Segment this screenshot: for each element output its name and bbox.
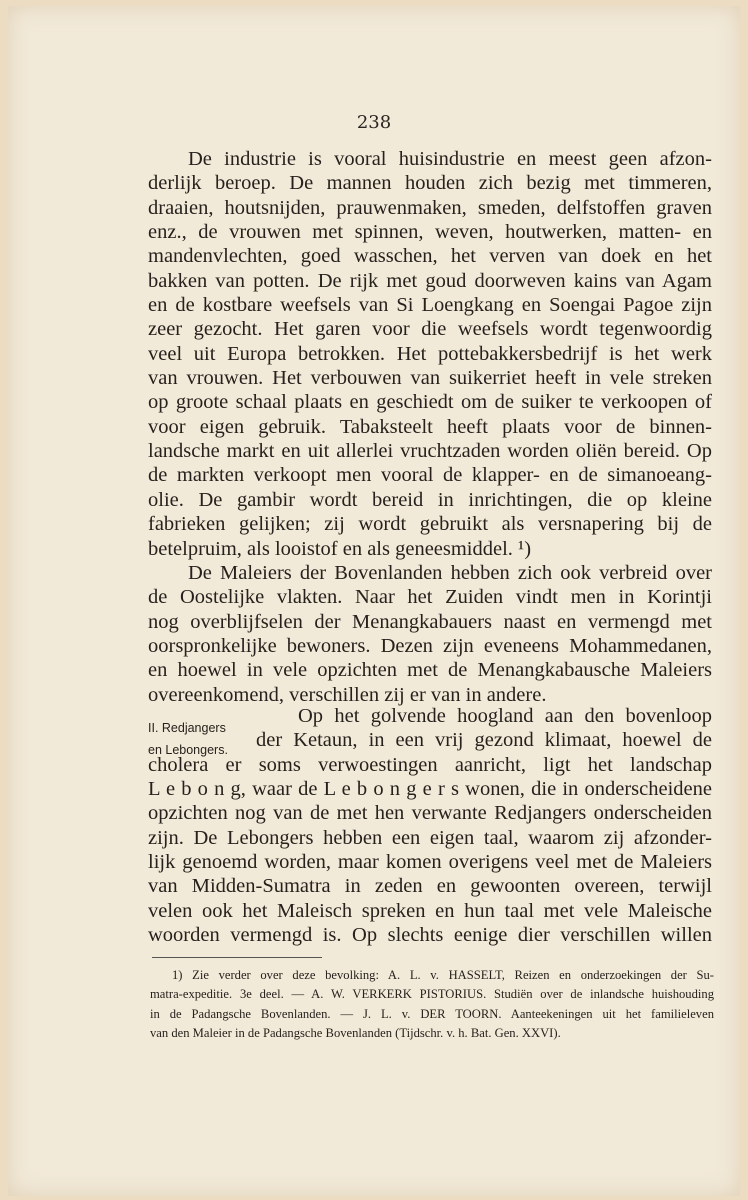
footnote-line: in de Padangsche Bovenlanden. — J. L. v. DER TOORN. Aanteekeningen uit het familieleven [150, 1006, 714, 1021]
text-line: voor eigen gebruik. Tabaksteelt heeft plaats voor de binnen- [148, 415, 712, 438]
text-line: veel uit Europa betrokken. Het pottebakkersbedrijf is het werk [148, 342, 712, 365]
text-line: de markten verkoopt men vooral de klapper- en de simanoeang- [148, 464, 712, 487]
text-line: mandenvlechten, goed wasschen, het verven van doek en het [148, 245, 712, 268]
text-line: betelpruim, als looistof en als geneesmiddel. ¹) [148, 537, 532, 560]
text-line: velen ook het Maleisch spreken en hun taal met vele Maleische [148, 899, 712, 922]
text-line: bakken van potten. De rijk met goud doorweven kains van Agam [148, 269, 712, 292]
margin-note-line: en Lebongers. [148, 743, 228, 757]
footnote-line: 1) Zie verder over deze bevolking: A. L. v. HASSELT, Reizen en onderzoekingen der Su- [172, 968, 714, 982]
text-line: oorspronkelijke bewoners. Dezen zijn eveneens Mohammedanen, [148, 634, 712, 657]
footnote-divider [152, 957, 322, 958]
text-line: fabrieken gelijken; zij wordt gebruikt als versnapering bij de [148, 513, 712, 536]
margin-note-line: II. Redjangers [148, 721, 226, 735]
text-line: en de kostbare weefsels van Si Loengkang en Soengai Pagoe zijn [148, 294, 712, 317]
text-line: der Ketaun, in een vrij gezond klimaat, hoewel de [256, 729, 712, 752]
section-text [148, 704, 712, 947]
footnote-line: matra-expeditie. 3e deel. — A. W. VERKERK PISTORIUS. Studiën over de inlandsche huishouding [150, 987, 714, 1002]
text-line: zijn. De Lebongers hebben een eigen taal, waarom zij afzonder- [148, 826, 712, 849]
text-line: Op het golvende hoogland aan den bovenloop [298, 705, 712, 727]
text-line: en hoewel in vele opzichten met de Menangkabausche Maleiers [148, 659, 712, 682]
text-line: landsche markt en uit allerlei vruchtzaden worden oliën bereid. Op [148, 440, 712, 463]
text-line: draaien, houtsnijden, prauwenmaken, smeden, delfstoffen graven [148, 196, 712, 219]
text-line: overeenkomend, verschillen zij er van in andere. [148, 683, 547, 706]
text-line: cholera er soms verwoestingen aanricht, ligt het landschap [148, 753, 712, 776]
text-line: lijk genoemd worden, maar komen overigens veel met de Maleiers [148, 851, 712, 874]
text-line: enz., de vrouwen met spinnen, weven, houtwerken, matten- en [148, 221, 712, 244]
text-line: De Maleiers der Bovenlanden hebben zich ook verbreid over [188, 561, 712, 584]
footnotes [150, 966, 714, 1044]
main-text [148, 147, 712, 707]
text-line: woorden vermengd is. Op slechts eenige dier verschillen willen [148, 924, 712, 947]
text-line: De industrie is vooral huisindustrie en meest geen afzon- [188, 148, 712, 170]
text-line: derlijk beroep. De mannen houden zich bezig met timmeren, [148, 172, 712, 195]
text-line: olie. De gambir wordt bereid in inrichtingen, die op kleine [148, 488, 712, 511]
text-line: L e b o n g, waar de L e b o n g e r s wonen, die in onderscheidene [148, 778, 712, 801]
text-line: van vrouwen. Het verbouwen van suikerriet heeft in vele streken [148, 367, 712, 390]
text-line: op groote schaal plaats en geschiedt om de suiker te verkoopen of [148, 391, 712, 414]
text-line: nog overblijfselen der Menangkabauers naast en vermengd met [148, 610, 712, 633]
page-number: 238 [356, 112, 392, 133]
text-line: van Midden-Sumatra in zeden en gewoonten overeen, terwijl [148, 875, 712, 898]
text-line: de Oostelijke vlakten. Naar het Zuiden vindt men in Korintji [148, 586, 712, 609]
text-line: zeer gezocht. Het garen voor die weefsels wordt tegenwoordig [148, 318, 712, 341]
footnote-line: van den Maleier in de Padangsche Bovenlanden (Tijdschr. v. h. Bat. Gen. XXVI). [150, 1026, 561, 1041]
text-line: opzichten nog van de met hen verwante Redjangers onderscheiden [148, 802, 712, 825]
